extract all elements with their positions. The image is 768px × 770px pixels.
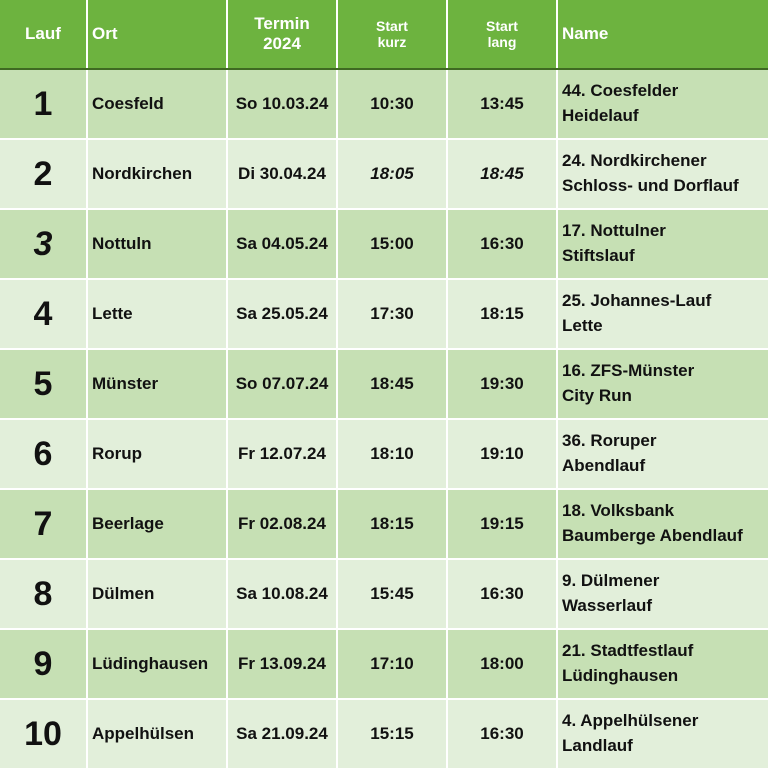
start-kurz-cell: 15:15 xyxy=(337,699,447,769)
table-row xyxy=(0,559,768,629)
start-lang-cell: 19:10 xyxy=(447,419,557,489)
termin-cell: Di 30.04.24 xyxy=(227,139,337,209)
name-cell xyxy=(557,629,768,699)
name-line2: Baumberge Abendlauf xyxy=(562,526,743,545)
name-cell xyxy=(557,699,768,769)
name-line2: Lette xyxy=(562,316,603,335)
termin-cell: Fr 02.08.24 xyxy=(227,489,337,559)
ort-cell: Beerlage xyxy=(87,489,227,559)
name-cell xyxy=(557,69,768,139)
name-cell xyxy=(557,349,768,419)
name-line2: Landlauf xyxy=(562,736,633,755)
lauf-number: 1 xyxy=(0,69,87,139)
start-lang-cell: 18:45 xyxy=(447,139,557,209)
lauf-number: 7 xyxy=(0,489,87,559)
start-lang-cell: 16:30 xyxy=(447,699,557,769)
lauf-number: 9 xyxy=(0,629,87,699)
header-ort: Ort xyxy=(87,0,227,69)
name-line2: Schloss- und Dorflauf xyxy=(562,176,739,195)
start-kurz-cell: 18:10 xyxy=(337,419,447,489)
lauf-number: 2 xyxy=(0,139,87,209)
start-lang-cell: 16:30 xyxy=(447,209,557,279)
table-row xyxy=(0,699,768,769)
termin-cell: So 07.07.24 xyxy=(227,349,337,419)
termin-cell: So 10.03.24 xyxy=(227,69,337,139)
name-line1: 17. Nottulner xyxy=(562,221,666,241)
name-cell xyxy=(557,209,768,279)
name-cell xyxy=(557,489,768,559)
header-start-lang xyxy=(447,0,557,69)
start-lang-cell: 19:30 xyxy=(447,349,557,419)
name-line1: 24. Nordkirchener xyxy=(562,151,707,171)
table-row xyxy=(0,629,768,699)
start-kurz-cell: 18:05 xyxy=(337,139,447,209)
termin-cell: Sa 21.09.24 xyxy=(227,699,337,769)
start-kurz-cell: 10:30 xyxy=(337,69,447,139)
ort-cell: Lette xyxy=(87,279,227,349)
header-name: Name xyxy=(557,0,768,69)
lauf-number: 3 xyxy=(0,209,87,279)
name-cell xyxy=(557,419,768,489)
name-line1: 25. Johannes-Lauf xyxy=(562,291,712,311)
table-row xyxy=(0,489,768,559)
name-line1: 9. Dülmener xyxy=(562,571,660,591)
ort-cell: Nottuln xyxy=(87,209,227,279)
header-start-lang-line2: lang xyxy=(487,34,517,50)
table-row xyxy=(0,349,768,419)
start-kurz-cell: 15:45 xyxy=(337,559,447,629)
lauf-number: 6 xyxy=(0,419,87,489)
header-termin xyxy=(227,0,337,69)
start-kurz-cell: 18:15 xyxy=(337,489,447,559)
start-lang-cell: 13:45 xyxy=(447,69,557,139)
ort-cell: Lüdinghausen xyxy=(87,629,227,699)
header-termin-line1: Termin xyxy=(254,14,310,34)
ort-cell: Coesfeld xyxy=(87,69,227,139)
name-cell xyxy=(557,139,768,209)
termin-cell: Sa 25.05.24 xyxy=(227,279,337,349)
ort-cell: Rorup xyxy=(87,419,227,489)
start-kurz-cell: 17:10 xyxy=(337,629,447,699)
table-body xyxy=(0,69,768,769)
name-line1: 44. Coesfelder xyxy=(562,81,679,101)
header-row xyxy=(0,0,768,69)
ort-cell: Dülmen xyxy=(87,559,227,629)
name-line1: 18. Volksbank xyxy=(562,501,675,521)
name-line2: Stiftslauf xyxy=(562,246,635,265)
ort-cell: Appelhülsen xyxy=(87,699,227,769)
table-row xyxy=(0,419,768,489)
start-lang-cell: 18:00 xyxy=(447,629,557,699)
name-line2: Abendlauf xyxy=(562,456,646,475)
table-row xyxy=(0,209,768,279)
name-line1: 36. Roruper xyxy=(562,431,657,451)
header-lauf: Lauf xyxy=(0,0,87,69)
header-termin-line2: 2024 xyxy=(263,34,301,53)
header-start-kurz-line1: Start xyxy=(376,17,408,34)
termin-cell: Sa 10.08.24 xyxy=(227,559,337,629)
name-line1: 16. ZFS-Münster xyxy=(562,361,695,381)
start-lang-cell: 16:30 xyxy=(447,559,557,629)
start-lang-cell: 18:15 xyxy=(447,279,557,349)
ort-cell: Nordkirchen xyxy=(87,139,227,209)
table-row xyxy=(0,279,768,349)
header-start-kurz xyxy=(337,0,447,69)
lauf-number: 5 xyxy=(0,349,87,419)
lauf-number: 8 xyxy=(0,559,87,629)
name-line2: City Run xyxy=(562,386,632,405)
name-line2: Lüdinghausen xyxy=(562,666,679,685)
header-start-lang-line1: Start xyxy=(486,17,518,34)
name-line1: 4. Appelhülsener xyxy=(562,711,699,731)
name-cell xyxy=(557,559,768,629)
name-line2: Wasserlauf xyxy=(562,596,653,615)
table-row xyxy=(0,139,768,209)
start-lang-cell: 19:15 xyxy=(447,489,557,559)
name-cell xyxy=(557,279,768,349)
start-kurz-cell: 17:30 xyxy=(337,279,447,349)
ort-cell: Münster xyxy=(87,349,227,419)
termin-cell: Sa 04.05.24 xyxy=(227,209,337,279)
name-line2: Heidelauf xyxy=(562,106,639,125)
termin-cell: Fr 12.07.24 xyxy=(227,419,337,489)
start-kurz-cell: 18:45 xyxy=(337,349,447,419)
table-header xyxy=(0,0,768,69)
start-kurz-cell: 15:00 xyxy=(337,209,447,279)
table-row xyxy=(0,69,768,139)
name-line1: 21. Stadtfestlauf xyxy=(562,641,694,661)
lauf-number: 10 xyxy=(0,699,87,769)
lauf-number: 4 xyxy=(0,279,87,349)
header-start-kurz-line2: kurz xyxy=(377,34,407,50)
termin-cell: Fr 13.09.24 xyxy=(227,629,337,699)
